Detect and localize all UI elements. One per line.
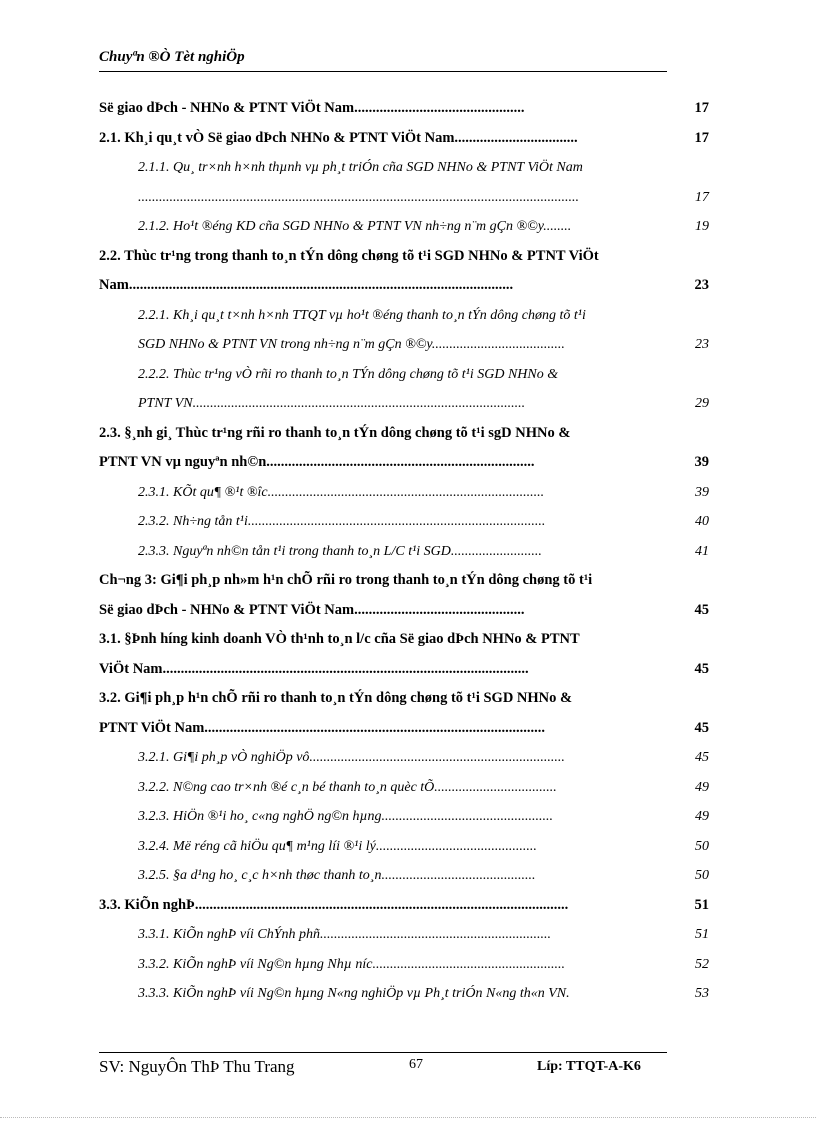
toc-entry-leader: .......................................................................... [266,454,535,470]
toc-entry-page: 50 [695,838,709,854]
toc-entry-leader: ............................................ [381,868,536,883]
toc-entry-text: PTNT VN [138,396,193,411]
toc-entry-page: 49 [695,809,709,824]
toc-entry-leader: ...................................... [431,337,565,352]
toc-entry-text: SGD NHNo & PTNT VN trong nh÷ng n¨m gÇn ®©y [138,337,432,352]
toc-entry-text: 3.1. §Þnh híng kinh doanh VÒ th¹nh to¸n l/c cña Së giao dÞch NHNo & PTNT [99,631,580,647]
toc-entry-page: 19 [695,219,709,234]
toc-entry-text: 3.3.3. KiÕn nghÞ víi Ng©n hµng N«ng nghiÖp vµ Ph¸t triÓn N«ng th«n VN [138,986,567,1001]
toc-entry-leader: ..................................................................................................... [162,660,529,677]
toc-entry-text: PTNT ViÖt Nam [99,719,205,736]
toc-entry-text: 2.2.2. Thùc tr¹ng vÒ rñi ro thanh to¸n TÝn dông chøng tõ t¹i SGD NHNo & [138,366,559,382]
toc-entry [99,271,717,301]
toc-entry-text: Ch¬ng 3: Gi¶i ph¸p nh»m h¹n chÕ rñi ro trong thanh to¸n tÝn dông chøng tõ t¹i [99,572,593,588]
toc-entry-leader: . [566,986,570,1001]
toc-entry-page: 45 [694,660,709,677]
toc-entry-page: 23 [694,277,709,293]
toc-entry-text: ViÖt Nam [99,660,163,677]
toc-entry-leader: ................................... [434,779,557,795]
toc-entry [99,507,717,537]
toc-entry-text: 3.2.5. §a d¹ng ho¸ c¸c h×nh thøc thanh to¸n [138,868,382,883]
toc-entry-page: 17 [694,100,709,116]
toc-entry-text: Nam [99,277,129,293]
toc-entry-page: 50 [695,868,709,883]
toc-entry-page: 45 [694,719,709,736]
toc-entry-page: 23 [695,337,709,352]
toc-entry-text: 2.2. Thùc tr¹ng trong thanh to¸n tÝn dông chøng tõ t¹i SGD NHNo & PTNT ViÖt [99,247,599,264]
toc-entry [99,419,717,449]
footer-student-name: SV: NguyÔn ThÞ Thu Trang [99,1057,295,1076]
toc-entry-page: 40 [695,514,709,529]
toc-entry [99,478,717,508]
toc-entry-text: 2.3.3. Nguyªn nh©n tån t¹i trong thanh to¸n L/C t¹i SGD [138,543,451,559]
toc-entry-leader: .................................................................. [320,927,552,942]
page-bottom-divider [0,1117,816,1118]
toc-entry [99,891,717,921]
toc-entry-text: 3.3.2. KiÕn nghÞ víi Ng©n hµng Nhµ níc [138,956,373,972]
toc-entry [99,743,717,773]
toc-entry-text: 3.2.2. N©ng cao tr×nh ®é c¸n bé thanh to¸n quèc tÕ [138,779,435,795]
toc-entry-leader: .................................. [454,129,578,146]
toc-entry-leader: ........ [543,219,572,234]
toc-entry [99,566,717,596]
toc-entry-page: 39 [694,454,709,470]
toc-entry [99,979,717,1009]
toc-entry-page: 53 [695,986,709,1001]
toc-entry [99,301,717,331]
toc-entry [99,655,717,685]
toc-entry-text: 3.2.1. Gi¶i ph¸p vÒ nghiÖp vô [138,750,310,765]
footer-page-number: 67 [409,1057,423,1072]
toc-entry-text: Së giao dÞch - NHNo & PTNT ViÖt Nam [99,601,355,618]
toc-entry-leader: ............................................... [354,601,525,618]
toc-entry-leader: .......................................................................................................... [128,277,514,293]
toc-entry-page: 49 [695,779,709,795]
toc-entry [99,832,717,862]
toc-entry-page: 45 [695,750,709,765]
toc-entry-text: 2.3. §¸nh gi¸ Thùc tr¹ng rñi ro thanh to¸n tÝn dông chøng tõ t¹i sgD NHNo & [99,424,571,441]
footer-class-label: Líp: TTQT-A-K6 [537,1059,641,1074]
toc-entry-text: Së giao dÞch - NHNo & PTNT ViÖt Nam [99,100,355,116]
toc-entry-page: 51 [694,896,709,913]
toc-entry-leader: .......................... [450,543,542,559]
toc-entry [99,596,717,626]
toc-entry-page: 17 [694,129,709,146]
toc-entry-leader: ..................................................................................... [247,514,546,529]
toc-entry-leader: .............................................................................................................................. [138,189,579,205]
toc-entry-page: 17 [695,189,709,205]
toc-entry-leader: ............................................... [354,100,525,116]
header-rule [99,71,667,72]
toc-entry [99,360,717,390]
toc-entry-page: 52 [695,956,709,972]
toc-entry-page: 45 [694,601,709,618]
toc-entry [99,448,717,478]
toc-entry [99,94,717,124]
toc-entry-leader: .............................................................................................. [204,719,546,736]
toc-entry-text: 3.2.3. HiÖn ®¹i ho¸ c«ng nghÖ ng©n hµng [138,809,382,824]
toc-entry [99,389,717,419]
toc-entry [99,537,717,567]
toc-entry-page: 41 [695,543,709,559]
toc-entry [99,330,717,360]
toc-entry-text: 2.1.2. Ho¹t ®éng KD cña SGD NHNo & PTNT VN nh÷ng n¨m gÇn ®©y [138,219,544,234]
toc-entry-leader: ............................................................................... [267,484,545,500]
toc-entry-text: 2.3.2. Nh÷ng tån t¹i [138,514,248,529]
toc-entry-leader: ......................................................................... [309,750,565,765]
footer-rule [99,1052,667,1053]
table-of-contents [99,94,717,1009]
toc-entry-page: 39 [695,484,709,500]
toc-entry-text: 3.2. Gi¶i ph¸p h¹n chÕ rñi ro thanh to¸n tÝn dông chøng tõ t¹i SGD NHNo & [99,690,573,706]
toc-entry-text: 3.2.4. Më réng cã hiÖu qu¶ m¹ng líi ®¹i lý [138,838,376,854]
toc-entry [99,625,717,655]
toc-entry-page: 51 [695,927,709,942]
toc-entry-text: 2.3.1. KÕt qu¶ ®¹t ®îc [138,484,268,500]
toc-entry [99,153,717,183]
toc-entry [99,773,717,803]
toc-entry-text: 3.3.1. KiÕn nghÞ víi ChÝnh phñ [138,927,321,942]
toc-entry [99,183,717,213]
header-title: Chuyªn ®Ò Tèt nghiÖp [99,49,245,65]
toc-entry [99,950,717,980]
toc-entry [99,124,717,154]
toc-entry [99,861,717,891]
toc-entry [99,212,717,242]
toc-entry-leader: ................................................. [381,809,554,824]
toc-entry [99,802,717,832]
toc-entry [99,920,717,950]
toc-entry-text: 3.3. KiÕn nghÞ [99,896,195,913]
toc-entry-leader: ............................................................................................... [192,396,526,411]
toc-entry [99,714,717,744]
toc-entry-text: PTNT VN vµ nguyªn nh©n [99,454,267,470]
toc-entry-text: 2.1. Kh¸i qu¸t vÒ Së giao dÞch NHNo & PTNT ViÖt Nam [99,129,455,146]
toc-entry-leader: .............................................. [375,838,537,854]
toc-entry-page: 29 [695,396,709,411]
toc-entry-text: 2.1.1. Qu¸ tr×nh h×nh thµnh vµ ph¸t triÓn cña SGD NHNo & PTNT ViÖt Nam [138,160,583,175]
toc-entry [99,684,717,714]
toc-entry-leader: ....................................................... [372,956,565,972]
toc-entry-leader: ....................................................................................................... [194,896,569,913]
toc-entry-text: 2.2.1. Kh¸i qu¸t t×nh h×nh TTQT vµ ho¹t ®éng thanh to¸n tÝn dông chøng tõ t¹i [138,307,586,323]
toc-entry [99,242,717,272]
